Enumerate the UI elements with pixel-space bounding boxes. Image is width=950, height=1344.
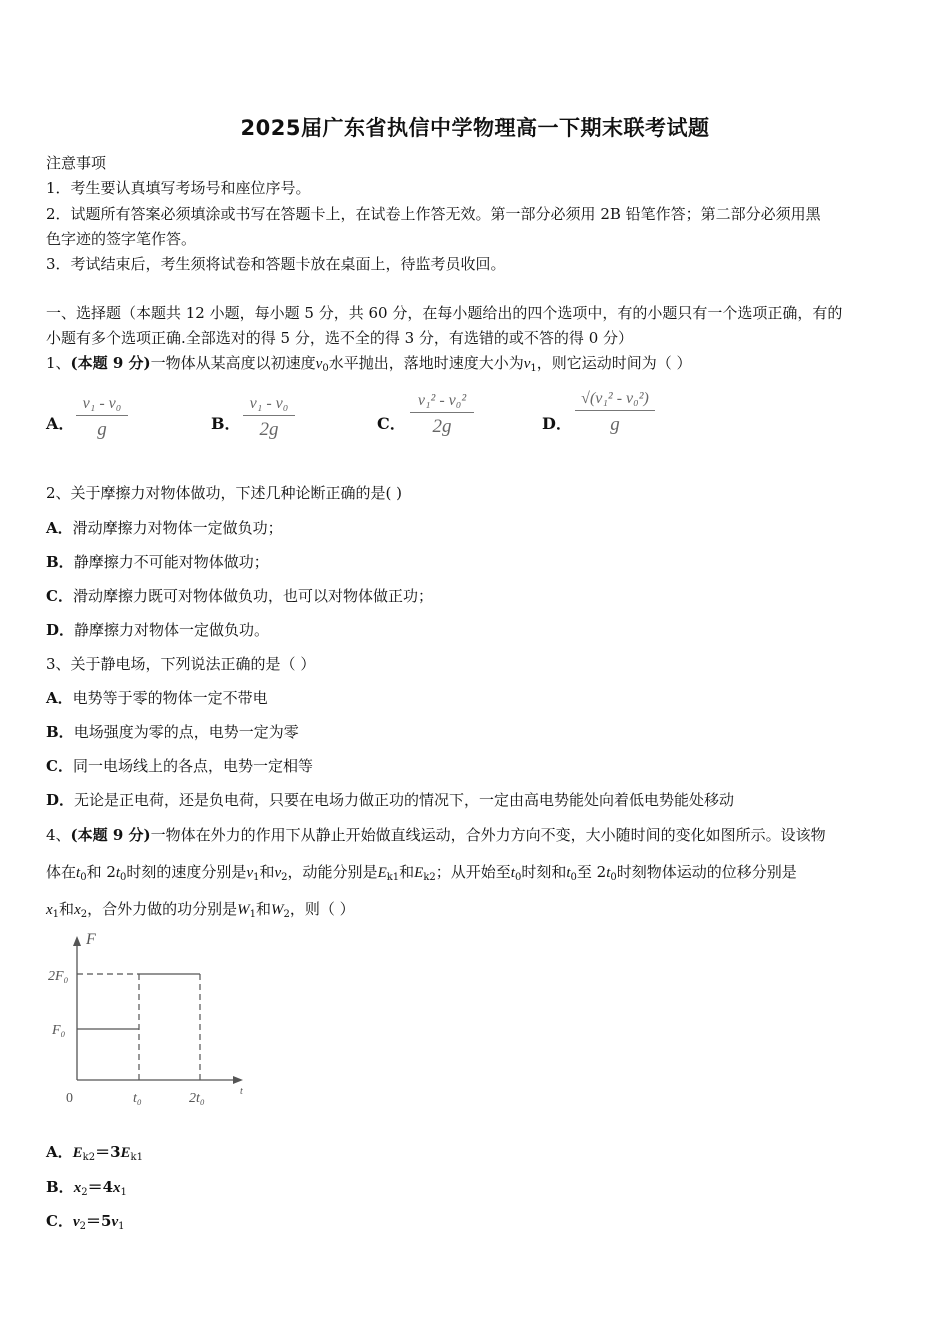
force-time-graph: [44, 928, 249, 1110]
section-instructions: 小题有多个选项正确.全部选对的得 5 分，选不全的得 3 分，有选错的或不答的得 0 分）: [46, 329, 634, 347]
x-tick-label: 2t₀: [189, 1091, 205, 1106]
question-3-stem: 3、关于静电场，下列说法正确的是（ ）: [46, 655, 316, 673]
q3-option-a: A．电势等于零的物体一定不带电: [46, 689, 268, 707]
question-2-stem: 2、关于摩擦力对物体做功，下述几种论断正确的是( ): [46, 484, 403, 502]
q2-option-d: D．静摩擦力对物体一定做负功。: [46, 621, 270, 639]
x-tick-label: t₀: [133, 1091, 142, 1106]
q3-option-b: B．电场强度为零的点，电势一定为零: [46, 723, 299, 741]
note-item: 色字迹的签字笔作答。: [46, 230, 197, 248]
q1-option-a-formula: v₁ - v₀ g: [76, 395, 128, 441]
q4-option-a: A．$E_{k2}=3E_{k1}$: [46, 1143, 143, 1163]
q1-option-d-label: D．: [542, 414, 572, 433]
y-tick-label: 2F₀: [48, 969, 69, 984]
question-4-stem: 4、(本题 9 分)一物体在外力的作用下从静止开始做直线运动，合外力方向不变，大小随时间的变化如图所示。设该物: [46, 826, 826, 844]
q2-option-b: B．静摩擦力不可能对物体做功；: [46, 553, 269, 571]
note-item: 1．考生要认真填写考场号和座位序号。: [46, 179, 311, 197]
q3-option-c: C．同一电场线上的各点，电势一定相等: [46, 757, 313, 775]
q4-option-c: C．$v_2=5v_1$: [46, 1212, 125, 1232]
q1-option-a-label: A．: [46, 414, 75, 433]
q2-option-a: A．滑动摩擦力对物体一定做负功；: [46, 519, 283, 537]
q1-option-b-label: B．: [211, 414, 241, 433]
q4-option-b: B．$x_2=4x_1$: [46, 1178, 127, 1198]
question-4-stem-line3: $x_1$和$x_2$，合外力做的功分别是$W_1$和$W_2$，则（ ）: [46, 900, 355, 920]
q1-option-c-formula: v₁² - v₀² 2g: [410, 392, 474, 438]
note-item: 3．考试结束后，考生须将试卷和答题卡放在桌面上，待监考员收回。: [46, 255, 506, 273]
q1-option-b-formula: v₁ - v₀ 2g: [243, 395, 295, 441]
notes-heading: 注意事项: [46, 154, 107, 172]
page-title: 2025届广东省执信中学物理高一下期末联考试题: [240, 116, 710, 140]
q1-option-c-label: C．: [377, 414, 406, 433]
question-4-stem-line2: 体在$t_0$和 $2t_0$时刻的速度分别是$v_1$和$v_2$，动能分别是$E_{k1}$和$E_{k2}$；从开始至$t_0$时刻和$t_0$至 $2t_0$时刻物体运动的位移分别是: [46, 863, 797, 883]
section-instructions: 一、选择题（本题共 12 小题，每小题 5 分，共 60 分，在每小题给出的四个选项中，有的小题只有一个选项正确，有的: [46, 304, 843, 322]
q2-option-c: C．滑动摩擦力既可对物体做负功，也可以对物体做正功；: [46, 587, 433, 605]
y-tick-label: F₀: [52, 1023, 66, 1038]
q3-option-d: D．无论是正电荷，还是负电荷，只要在电场力做正功的情况下，一定由高电势能处向着低电势能处移动: [46, 791, 735, 809]
y-axis-label: F: [86, 931, 96, 948]
q1-option-d-formula: √(v₁² - v₀²) g: [575, 390, 655, 436]
x-tick-label: 0: [66, 1091, 73, 1106]
y-axis-arrow: [73, 936, 81, 946]
x-axis-arrow: [233, 1076, 243, 1084]
x-axis-label: t: [240, 1086, 243, 1097]
note-item: 2．试题所有答案必须填涂或书写在答题卡上，在试卷上作答无效。第一部分必须用 2B 铅笔作答；第二部分必须用黑: [46, 205, 821, 223]
question-1-stem: 1、(本题 9 分)一物体从某高度以初速度$v_0$水平抛出，落地时速度大小为$v_1$，则它运动时间为（ ）: [46, 354, 692, 374]
